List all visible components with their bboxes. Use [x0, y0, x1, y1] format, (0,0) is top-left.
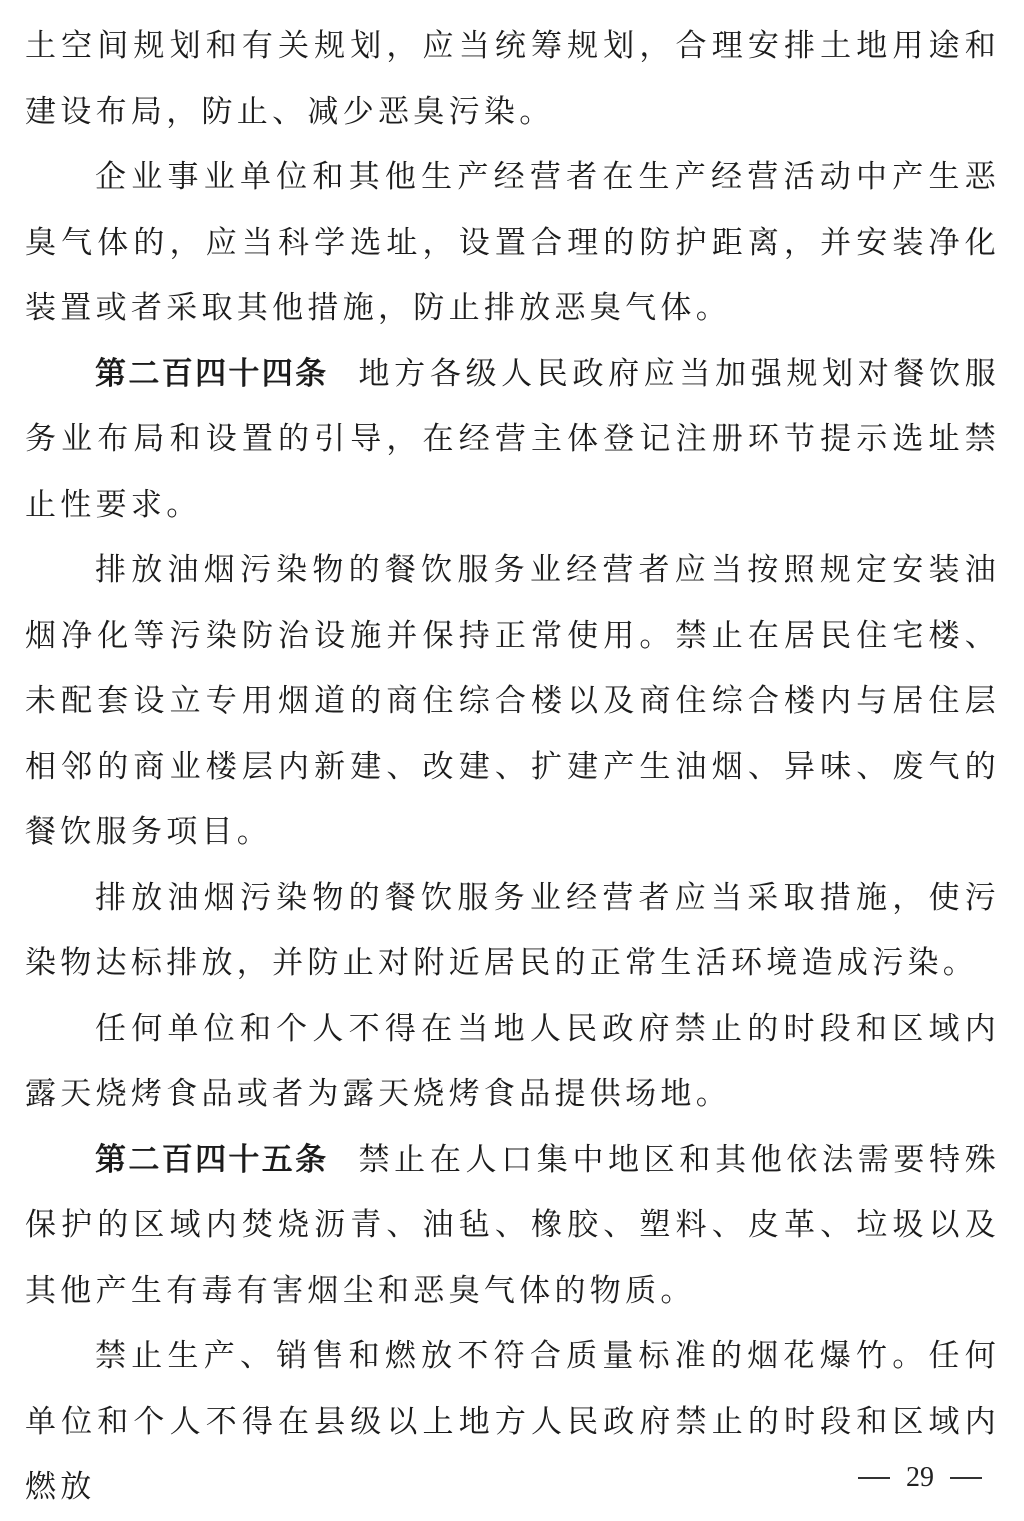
paragraph-text: 地方各级人民政府应当加强规划对餐饮服务业布局和设置的引导，在经营主体登记注册环节提示选址禁止性要求。: [25, 355, 1001, 523]
paragraph-text: 土空间规划和有关规划，应当统筹规划，合理安排土地用途和建设布局，防止、减少恶臭污染。: [25, 28, 1000, 130]
page-number-text: 29: [906, 1462, 934, 1493]
dash-right: [950, 1477, 982, 1479]
dash-left: [858, 1477, 890, 1479]
paragraph: [25, 866, 1000, 997]
paragraph: [25, 14, 1000, 145]
paragraph-text: 任何单位和个人不得在当地人民政府禁止的时段和区域内露天烧烤食品或者为露天烧烤食品提供场地。: [25, 1010, 1000, 1112]
paragraph-text: 禁止在人口集中地区和其他依法需要特殊保护的区域内焚烧沥青、油毡、橡胶、塑料、皮革、垃圾以及其他产生有毒有害烟尘和恶臭气体的物质。: [25, 1141, 1001, 1309]
paragraph: [25, 997, 1000, 1128]
paragraph-text: 禁止生产、销售和燃放不符合质量标准的烟花爆竹。任何单位和个人不得在县级以上地方人民政府禁止的时段和区域内燃放: [25, 1338, 1000, 1505]
paragraph: [25, 538, 1000, 866]
paragraph: [25, 145, 1000, 342]
article-paragraph: [25, 1128, 1000, 1325]
paragraph-text: 企业事业单位和其他生产经营者在生产经营活动中产生恶臭气体的，应当科学选址，设置合理的防护距离，并安装净化装置或者采取其他措施，防止排放恶臭气体。: [25, 159, 1000, 326]
document-body: [25, 14, 1000, 1521]
article-paragraph: [25, 342, 1000, 539]
page-number: [845, 1458, 995, 1498]
paragraph-text: 排放油烟污染物的餐饮服务业经营者应当按照规定安装油烟净化等污染防治设施并保持正常使用。禁止在居民住宅楼、未配套设立专用烟道的商住综合楼以及商住综合楼内与居住层相邻的商业楼层内新建、改建、扩建产生油烟、异味、废气的餐饮服务项目。: [25, 552, 1000, 850]
article-title: 第二百四十四条: [95, 355, 329, 392]
paragraph-text: 排放油烟污染物的餐饮服务业经营者应当采取措施，使污染物达标排放，并防止对附近居民的正常生活环境造成污染。: [25, 879, 1000, 981]
article-title: 第二百四十五条: [95, 1141, 329, 1178]
